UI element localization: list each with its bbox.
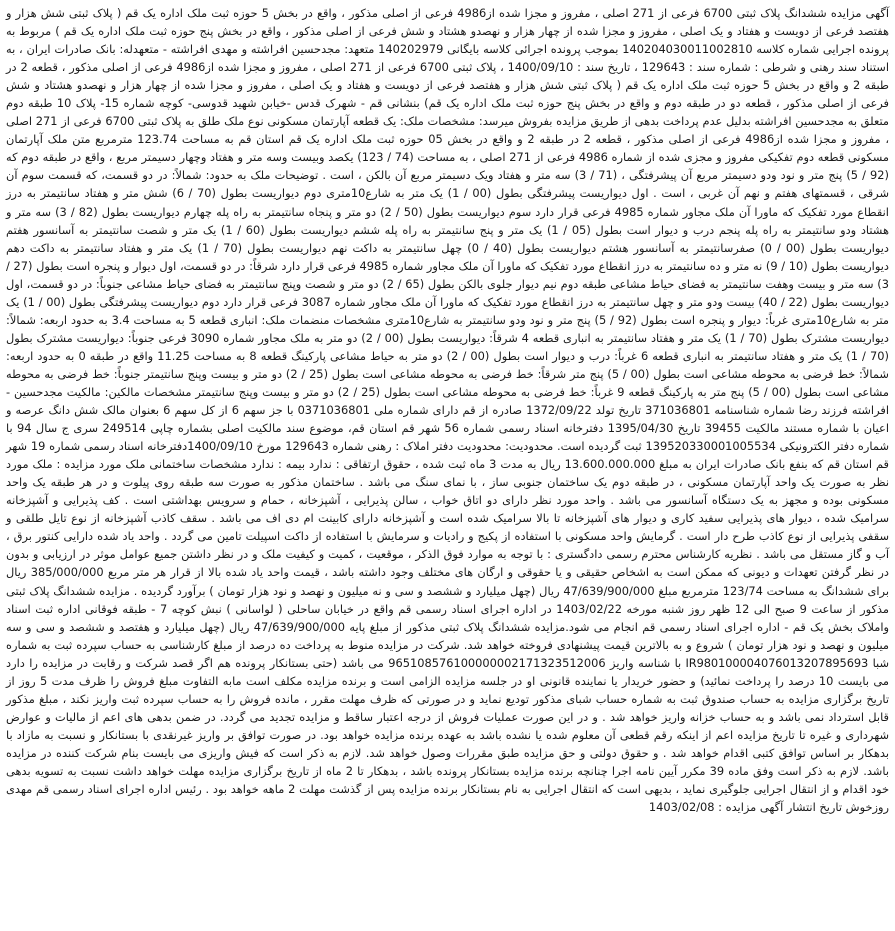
- notice-body: آگهی مزایده ششدانگ پلاک ثبتی 6700 فرعی از 271 اصلی ، مفروز و مجزا شده از4986 فرعی از اصلی مذکور ، واقع در بخش 5 حوزه ثبت ملک اداره یک قم ( پلاک ثبتی شش هزار و هفتصد فرعی از دویست و هفتاد و یک اصلی ، مفروز و مجزا شده از چهار هزار و نهصدو هشتاد و شش فرعی از اصلی مذکور ، واقع در بخش پنج حوزه ثبت ملک اداره یک قم ) مربوط به پرونده اجرایی شماره کلاسه 140204030011002810 بموجب پرونده اجرائی کلاسه بایگانی 140202979 متعهد: مجدحسین افراشته و مهدی افراشته - متعهدله: بانک صادرات ایران ، به استناد سند رهنی و شرطی : شماره سند : 129643 ، تاریخ سند : 1400/09/10 ، پلاک ثبتی 6700 فرعی از 271 اصلی ، مفروز و مجزا شده از4986 فرعی از اصلی مذکور ، قطعه 2 در طبقه 2 و واقع در بخش 5 حوزه ثبت ملک اداره یک قم ( پلاک ثبتی شش هزار و هفتصد فرعی از دویست و هفتاد و یک اصلی ، مفروز و مجزا شده از چهار هزار و نهصدو هشتاد و شش فرعی از اصلی مذکور ، قطعه دو در طبقه دوم و واقع در بخش پنج حوزه ثبت ملک اداره یک قم) بنشانی قم - شهرک قدس -خیابن شهید قدوسی- کوچه شماره 15- پلاک 10 طبقه دوم متعلق به مجدحسین افراشته بدلیل عدم پرداخت بدهی از طریق مزایده بفروش میرسد: مشخصات ملک: یک قطعه آپارتمان مسکونی نوع ملک طلق به پلاک ثبتی 6700 فرعی از 271 اصلی ، مفروز و مجزا شده از4986 فرعی از اصلی مذکور ، قطعه 2 در طبقه 2 و واقع در بخش 05 حوزه ثبت ملک اداره یک قم استان قم به مساحت 123.74 مترمربع متن ملک آپارتمان مسکونی قطعه دوم تفکیکی مفروز و مجزی شده از شماره 4986 فرعی از 271 اصلی ، به مساحت (74 / 123) یکصد وبیست وسه متر و هفتاد وچهار دسیمتر مربع ، واقع در طبقه دوم که (92 / 5) پنج متر و نود ودو دسیمتر مربع آن پیشرفتگی ، (71 / 3) سه متر و هفتاد ویک دسیمتر مربع آن بالکن ، است . توضیحات ملک به حدود: شمالاً: در دو قسمت، که قسمت سوم آن شرقی ، قسمتهای هفتم و نهم آن غربی ، است . اول دیواریست پیشرفتگی بطول (00 / 1) یک متر به شارع10متری دوم دیواریست بطول (70 / 6) شش متر و هفتاد سانتیمتر به درز انقطاع مورد تفکیک که ماورا آن ملک مجاور شماره 4985 فرعی قرار دارد سوم دیواریست بطول (50 / 2) دو متر و پنجاه سانتیمتر به راه پله چهارم دیواریست بطول (82 / 3) سه متر و هشتاد ودو سانتیمتر به راه پله پنجم درب و دیوار است بطول (05 / 1) یک متر و پنج سانتیمتر به راه پله ششم دیواریست بطول (60 / 1) یک متر و شصت سانتیمتر به آسانسور هفتم دیواریست بطول (00 / 0) صفرسانتیمتر به آسانسور هشتم دیواریست بطول (40 / 0) چهل سانتیمتر به داکت نهم دیواریست بطول (70 / 1) یک متر و هفتاد سانتیمتر به داکت دهم دیواریست بطول (10 / 9) نه متر و ده سانتیمتر به درز انقطاع مورد تفکیک که ماورا آن ملک مجاور شماره 4985 فرعی قرار دارد شرقاً: در دو قسمت، اول دیوار و پنجره است بطول (27 / 3) سه متر و بیست وهفت سانتیمتر به فضای حیاط مشاعی طبقه دوم نیم دیوار جلوی بالکن بطول (65 / 2) دو متر و شصت وپنج سانتیمتر به فضای حیاط مشاعی جنوباً: در دو قسمت، اول دیواریست بطول (22 / 40) بیست ودو متر و چهل سانتیمتر به درز انقطاع مورد تفکیک که ماورا آن ملک مجاور شماره 3087 فرعی قرار دارد دوم دیواریست پیشرفتگی بطول (00 / 1) یک متر به شارع10متری غرباً: دیوار و پنجره است بطول (92 / 5) پنج متر و نود ودو سانتیمتر به شارع10متری مشخصات منضمات ملک: انباری قطعه 5 به مساحت 3.4 به حدود اربعه: شمالاً: دیواریست مشترک بطول (70 / 1) یک متر و هفتاد سانتیمتر به انباری قطعه 4 شرقاً: دیواریست بطول (00 / 2) دو متر به ملک مجاور شماره 3090 فرعی جنوباً: دیواریست مشترک بطول (70 / 1) یک متر و هفتاد سانتیمتر به انباری قطعه 6 غرباً: درب و دیوار است بطول (00 / 2) دو متر به حیاط مشاعی پارکینگ قطعه 8 به مساحت 11.25 واقع در طبقه 0 به حدود اربعه: شمالاً: خط فرضی به محوطه مشاعی است بطول (00 / 5) پنج متر شرقاً: خط فرضی به محوطه مشاعی است بطول (25 / 2) دو متر و بیست وپنج سانتیمتر جنوباً: خط فرضی به محوطه مشاعی است بطول (00 / 5) پنج متر به پارکینگ قطعه 9 غرباً: خط فرضی به محوطه مشاعی است بطول (25 / 2) دو متر و بیست وپنج سانتیمتر مشخصات مالکین: مالکیت مجدحسین - افراشته فرزند رضا شماره شناسنامه 371036801 تاریخ تولد 1372/09/22 صادره از قم دارای شماره ملی 0371036801 با جز سهم 6 از کل سهم 6 بعنوان مالک شش دانگ عرصه و اعیان با شماره مستند مالکیت 39455 تاریخ 1395/04/30 دفترخانه اسناد رسمی شماره 56 شهر قم استان قم، موضوع سند مالکیت اصلی بشماره چاپی 249514 سری ج سال 94 با شماره دفتر الکترونیکی 139520330001005534 ثبت گردیده است. محدودیت: محدودیت دفتر املاک : رهنی شماره 129643 مورخ 1400/09/10دفترخانه اسناد رسمی شماره 19 شهر قم استان قم که بنفع بانک صادرات ایران به مبلغ 13.600.000.000 ریال به مدت 3 ماه ثبت شده ، حقوق ارتفاقی : ندارد بیمه : ندارد مشخصات ساختمانی ملک مورد مزایده : ملک مورد نظر به صورت یک واحد آپارتمان مسکونی ، در طبقه دوم یک ساختمان جنوبی ساز ، با نمای سنگ می باشد . ساختمان مذکور به صورت سه طبقه روی پیلوت و در هر طبقه یک واحد مسکونی بوده و مجهز به یک دستگاه آسانسور می باشد . واحد مورد نظر دارای دو اتاق خواب ، سالن پذیرایی ، آشپزخانه ، حمام و سرویس بهداشتی است . کف پذیرایی و آشپزخانه سرامیک شده ، دیوار های پذیرایی سفید کاری و دیوار های آشپزخانه تا بالا سرامیک شده است و آشپزخانه دارای کابینت ام دی اف می باشد . سقف کاذب آشپزخانه از نوع تایل طلقی و سقفی پذیرایی از نوع کاذب طرح دار است . گرمایش واحد مسکونی با استفاده از پکیج و رادیات و سرمایش با استفاده از داکت اسپیلت تامین می گردد . واحد یاد شده دارایی کنتور برق ، آب و گاز مستقل می باشد . نظریه کارشناس محترم رسمی دادگستری : با توجه به موارد فوق الذکر ، موقعیت ، کمیت و کیفیت ملک و در نظر داشتن جمیع عوامل موثر در ارزیابی و بدون در نظر گرفتن تعهدات و دیونی که ممکن است به اشخاص حقیقی و یا حقوقی و ارگان های مختلف وجود داشته باشد ، قیمت واحد یاد شده بالا از قرار هر متر مربع 385/000/000 ریال برای ششدانگ به مساحت 123/74 مترمربع مبلغ 47/639/900/000 ریال (چهل میلیارد و ششصد و سی و نه میلیون و نهصد و نود هزار تومان ) برآورد گردیده . مزایده ششدانگ پلاک ثبتی مذکور از ساعت 9 صبح الی 12 ظهر روز شنبه مورخه 1403/02/22 در اداره اجرای اسناد رسمی قم واقع در خیابان ساحلی ( لواسانی ) نبش کوچه 7 - طبقه فوقانی اداره ثبت اسناد واملاک بخش یک قم - اداره اجرای اسناد رسمی قم انجام می شود.مزایده ششدانگ پلاک ثبتی مذکور از مبلغ پایه 47/639/900/000 ریال (چهل میلیارد و هفتصد و ششصد و سی و سه میلیون و نهصد و نود هزار تومان ) شروع و به بالاترین قیمت پیشنهادی فروخته خواهد شد. شرکت در مزایده منوط به پرداخت ده درصد از مبلغ کارشناسی به حساب سپرده ثبت به شماره شبا IR980100004076013207895693 با شناسه واریز 965108576100000002171323512006 می باشد (حتی بستانکار پرونده هم اگر قصد شرکت و رقابت در مزایده را دارد می بایست 10 درصد را پرداخت نمائید) و حضور خریدار یا نماینده قانونی او در جلسه مزایده الزامی است و برنده مزایده مکلف است مابه التفاوت مبلغ فروش را ظرف مدت 5 روز از تاریخ برگزاری مزایده به حساب صندوق ثبت به شماره حساب شبای مذکور تودیع نماید و در صورتی که ظرف مهلت مقرر ، مانده فروش را به حساب سپرده ثبت واریز نکند ، مبلغ مذکور قابل استرداد نمی باشد و به حساب خزانه واریز خواهد شد . و در این صورت عملیات فروش از درجه اعتبار ساقط و مزایده تجدید می گردد. در ضمن بدهی های اعم از مالیات و عوارض شهرداری و غیره تا تاریخ مزایده اعم از اینکه رقم قطعی آن معلوم شده یا نشده باشد به عهده برنده مزایده خواهد بود. در صورت توافق بر واریز غیرنقدی با بستانکار و نسبت به مازاد با بدهکار بر اساس توافق کتبی اقدام خواهد شد . و حقوق دولتی و حق مزایده طبق مقررات وصول خواهد شد. لازم به ذکر است که فیش واریزی می بایست بنام شرکت کننده در مزایده باشد. لازم به ذکر است وفق ماده 39 مکرر آیین نامه اجرا چنانچه برنده مزایده بستانکار پرونده باشد ، بدهکار تا 2 ماه از تاریخ برگزاری مزایده مهلت خواهد داشت نسبت به تسویه بدهی خود اقدام و از انتقال اجرایی جلوگیری نماید ، بدیهی است که انتقال اجرایی به نام بستانکار برنده مزایده پس از گذشت مهلت 2 ماهه خواهد بود . رئیس اداره اجرای اسناد رسمی قم مهدی روزخوش تاریخ انتشار آگهی مزایده : 1403/02/08: [6, 6, 890, 815]
